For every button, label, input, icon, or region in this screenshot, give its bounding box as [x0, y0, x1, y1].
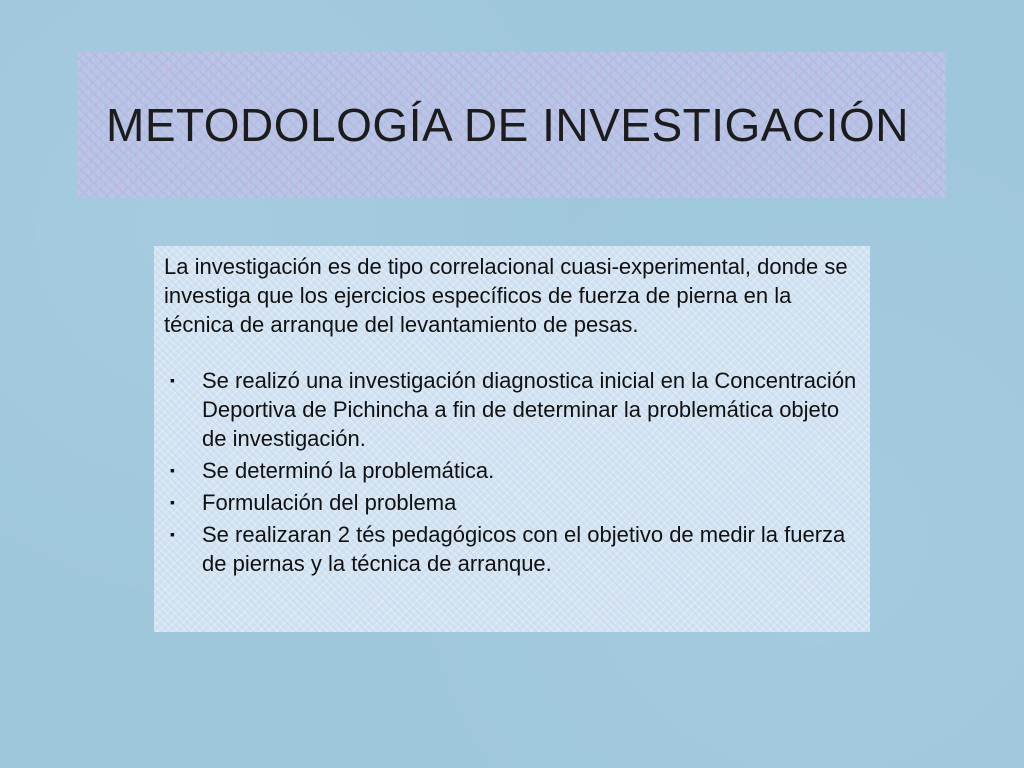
- bullet-item: [164, 366, 860, 453]
- slide-title: METODOLOGÍA DE INVESTIGACIÓN: [106, 99, 909, 151]
- intro-paragraph: La investigación es de tipo correlacional cuasi-experimental, donde se investiga que los ejercicios específicos de fuerza de pierna en la técnica de arranque del levantamiento de pesas.: [164, 254, 848, 337]
- bullet-text: Se determinó la problemática.: [202, 458, 495, 483]
- bullet-item: [164, 520, 860, 578]
- square-bullet-icon: ▪: [170, 462, 175, 478]
- bullet-item: [164, 456, 860, 485]
- square-bullet-icon: ▪: [170, 526, 175, 542]
- bullet-text: Formulación del problema: [202, 490, 457, 515]
- bullet-text: Se realizó una investigación diagnostica inicial en la Concentración Deportiva de Pichincha a fin de determinar la problemática objeto de investigación.: [202, 368, 857, 451]
- square-bullet-icon: ▪: [170, 494, 175, 510]
- square-bullet-icon: ▪: [170, 372, 175, 388]
- bullet-item: [164, 488, 860, 517]
- content-box: [154, 246, 870, 632]
- bullet-text: Se realizaran 2 tés pedagógicos con el objetivo de medir la fuerza de piernas y la técnica de arranque.: [202, 522, 846, 576]
- bullet-list: [164, 366, 860, 578]
